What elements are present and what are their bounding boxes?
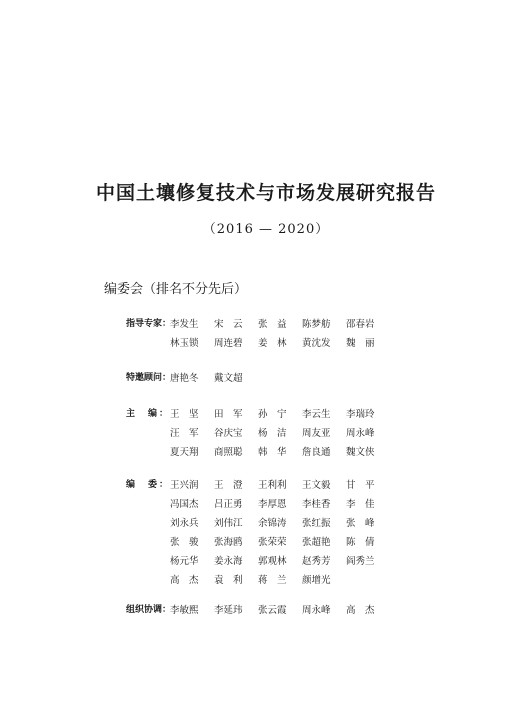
coordinators-section [126, 599, 446, 618]
member-name: 李发生 [170, 318, 199, 330]
member-name: 余锦涛 [258, 517, 287, 529]
member-name: 戴文超 [214, 372, 243, 384]
member-name: 阎秀兰 [346, 555, 375, 567]
member-name: 宋 云 [214, 318, 243, 330]
member-name: 李延玮 [214, 604, 243, 616]
member-name: 李 佳 [346, 498, 375, 510]
member-name: 李云生 [302, 408, 331, 420]
name-row [126, 531, 446, 550]
member-name: 袁 利 [214, 574, 243, 586]
member-name: 张云霞 [258, 604, 287, 616]
member-name: 张海鸥 [214, 536, 243, 548]
member-name: 杨 洁 [258, 427, 287, 439]
member-name: 夏天翔 [170, 446, 199, 458]
member-name: 王 坚 [170, 408, 199, 420]
member-name: 蒋 兰 [258, 574, 287, 586]
member-name: 刘永兵 [170, 517, 199, 529]
name-row [126, 367, 446, 386]
member-name: 张 益 [258, 318, 287, 330]
consultants-section [126, 367, 446, 386]
member-name: 张 骏 [170, 536, 199, 548]
member-name: 王文毅 [302, 479, 331, 491]
member-name: 张超艳 [302, 536, 331, 548]
member-name: 姜永海 [214, 555, 243, 567]
member-name: 唐艳冬 [170, 372, 199, 384]
section-label: 组织协调： [126, 605, 172, 615]
member-name: 颜增光 [302, 574, 331, 586]
member-name: 王利利 [258, 479, 287, 491]
name-row [126, 474, 446, 493]
member-name: 李瑞玲 [346, 408, 375, 420]
member-name: 林玉锁 [170, 337, 199, 349]
member-name: 郭观林 [258, 555, 287, 567]
member-name: 周永峰 [302, 604, 331, 616]
member-name: 高 杰 [346, 604, 375, 616]
name-row [126, 332, 446, 351]
member-name: 王 澄 [214, 479, 243, 491]
name-row [126, 493, 446, 512]
report-year-range: （2016 — 2020） [202, 222, 330, 237]
committee-heading: 编委会（排名不分先后） [104, 282, 248, 297]
member-name: 甘 平 [346, 479, 375, 491]
section-label: 特邀顾问： [126, 373, 172, 383]
member-name: 谷庆宝 [214, 427, 243, 439]
member-name: 陈梦舫 [302, 318, 331, 330]
member-name: 魏文侠 [346, 446, 375, 458]
member-name: 姜 林 [258, 337, 287, 349]
member-name: 张红振 [302, 517, 331, 529]
name-row [126, 403, 446, 422]
member-name: 周永峰 [346, 427, 375, 439]
member-name: 吕正勇 [214, 498, 243, 510]
member-name: 周连碧 [214, 337, 243, 349]
member-name: 田 军 [214, 408, 243, 420]
name-row [126, 512, 446, 531]
section-label: 编 委： [126, 480, 171, 490]
member-name: 张 峰 [346, 517, 375, 529]
member-name: 詹良通 [302, 446, 331, 458]
name-row [126, 313, 446, 332]
member-name: 李敏熙 [170, 604, 199, 616]
member-name: 陈 倩 [346, 536, 375, 548]
editorial-board-section [126, 474, 446, 588]
member-name: 冯国杰 [170, 498, 199, 510]
section-label: 主 编： [126, 409, 171, 419]
member-name: 李厚恩 [258, 498, 287, 510]
member-name: 汪 军 [170, 427, 199, 439]
member-name: 孙 宁 [258, 408, 287, 420]
member-name: 赵秀芳 [302, 555, 331, 567]
member-name: 黄沈发 [302, 337, 331, 349]
member-name: 魏 丽 [346, 337, 375, 349]
name-row [126, 599, 446, 618]
member-name: 张荣荣 [258, 536, 287, 548]
member-name: 商照聪 [214, 446, 243, 458]
name-row [126, 441, 446, 460]
name-row [126, 569, 446, 588]
member-name: 韩 华 [258, 446, 287, 458]
member-name: 高 杰 [170, 574, 199, 586]
member-name: 周友亚 [302, 427, 331, 439]
member-name: 邵春岩 [346, 318, 375, 330]
editors-in-chief-section [126, 403, 446, 460]
member-name: 刘伟江 [214, 517, 243, 529]
member-name: 杨元华 [170, 555, 199, 567]
report-title: 中国土壤修复技术与市场发展研究报告 [95, 182, 436, 204]
section-label: 指导专家： [126, 319, 172, 329]
name-row [126, 422, 446, 441]
name-row [126, 550, 446, 569]
member-name: 王兴润 [170, 479, 199, 491]
member-name: 李桂香 [302, 498, 331, 510]
advisors-section [126, 313, 446, 351]
